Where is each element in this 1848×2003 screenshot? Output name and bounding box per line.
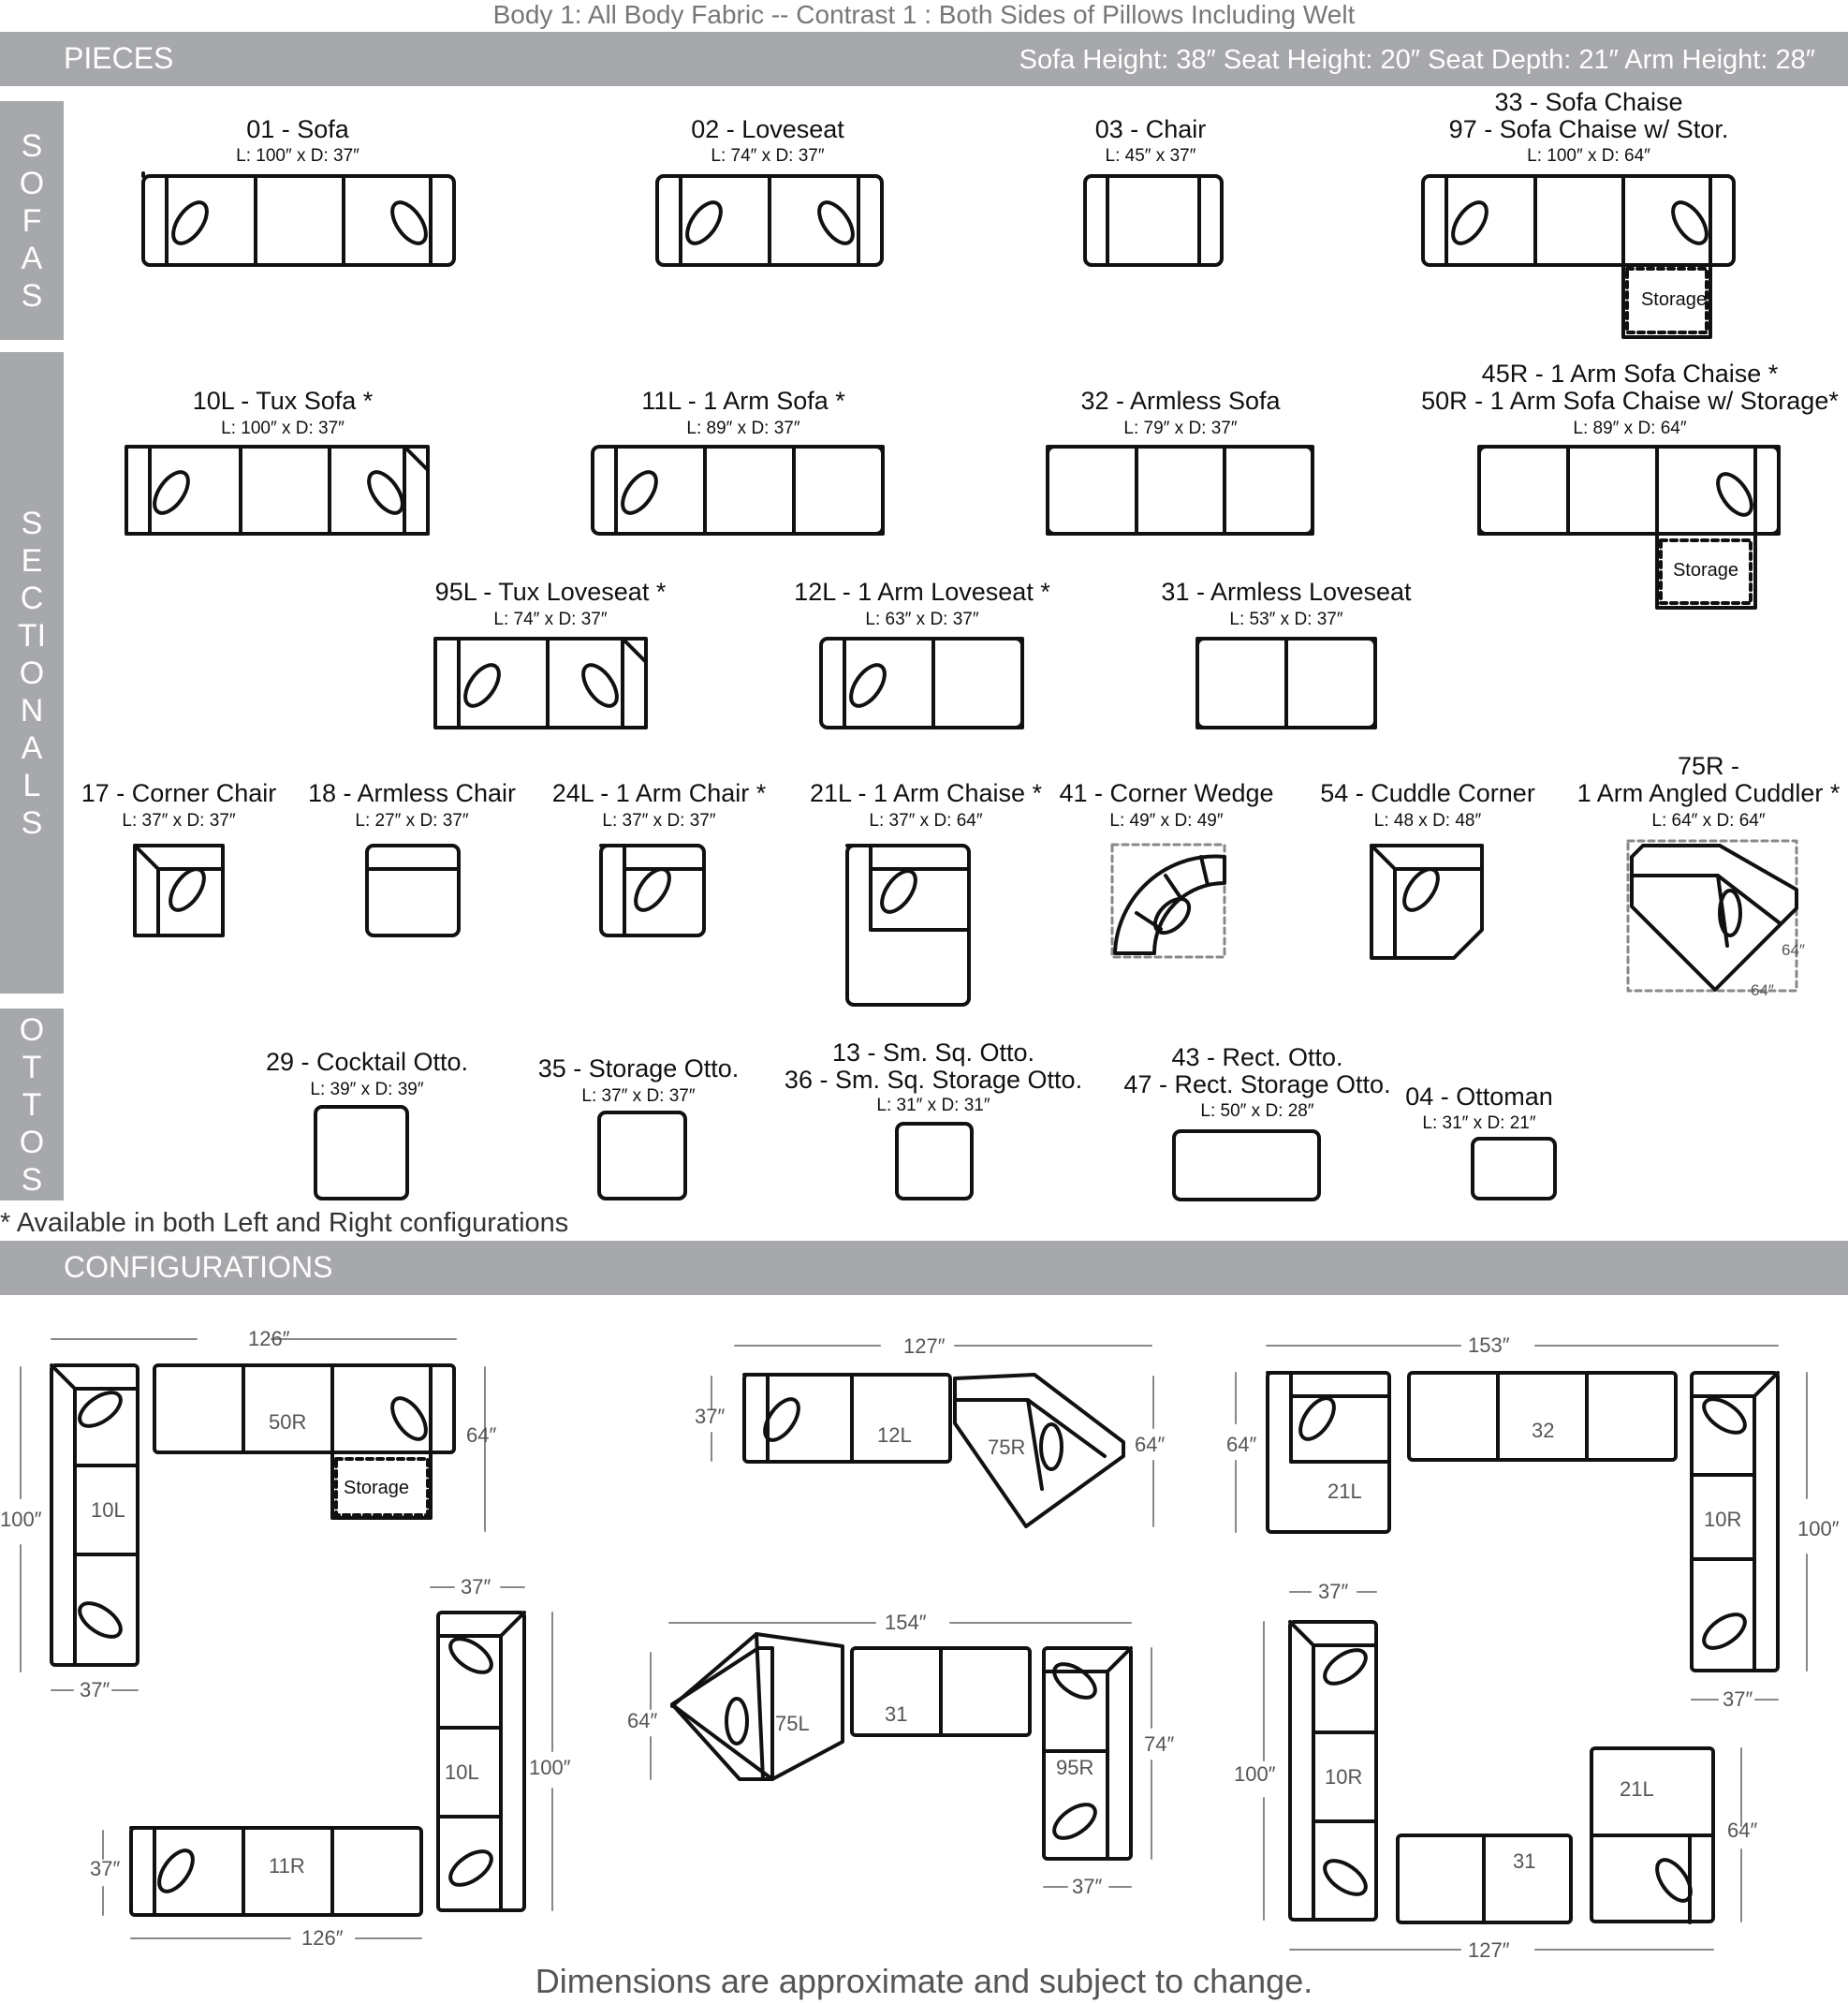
diagram-10L-tux-sofa (126, 447, 428, 534)
piece-75R-dims: L: 64″ x D: 64″ (1651, 811, 1766, 831)
piece-43-dims: L: 50″ x D: 28″ (1200, 1101, 1314, 1121)
piece-95L-name: 95L - Tux Loveseat * (434, 578, 667, 606)
piece-32-dims: L: 79″ x D: 37″ (1123, 419, 1238, 438)
config-3-bottom-dim: 37″ (1723, 1687, 1753, 1711)
diagram-02-loveseat (657, 176, 882, 265)
piece-13-name-2: 36 - Sm. Sq. Storage Otto. (784, 1066, 1083, 1094)
piece-35-name: 35 - Storage Otto. (537, 1054, 740, 1083)
diagram-13-sm-sq-otto (897, 1124, 972, 1199)
piece-10L-name: 10L - Tux Sofa * (192, 387, 374, 415)
config-3-left-dim: 64″ (1226, 1433, 1257, 1456)
piece-54-dims: L: 48 x D: 48″ (1373, 811, 1482, 831)
config-1-top-dim: 126″ (248, 1327, 290, 1350)
config-5-top-dim: 154″ (885, 1611, 927, 1634)
diagram-32-armless-sofa (1048, 447, 1313, 534)
piece-45R-name-1: 45R - 1 Arm Sofa Chaise * (1481, 360, 1779, 388)
config-4-label-10L: 10L (445, 1760, 479, 1784)
piece-12L-dims: L: 63″ x D: 37″ (865, 610, 979, 629)
diagram-11L-1-arm-sofa (593, 447, 883, 534)
piece-21L-dims: L: 37″ x D: 64″ (869, 811, 983, 831)
diagram-18-armless-chair (367, 846, 459, 935)
config-4-left-dim: 37″ (90, 1857, 121, 1880)
piece-11L-dims: L: 89″ x D: 37″ (686, 419, 800, 438)
piece-75R-name-2: 1 Arm Angled Cuddler * (1577, 779, 1841, 807)
config-1-left-dim: 100″ (0, 1508, 42, 1531)
diagram-54-cuddle-corner (1371, 846, 1482, 958)
diagram-35-storage-otto (599, 1112, 685, 1199)
piece-02-name: 02 - Loveseat (691, 115, 844, 143)
config-1-storage-text: Storage (344, 1478, 410, 1498)
diagram-43-rect-otto (1174, 1131, 1319, 1200)
diagram-04-ottoman (1473, 1139, 1555, 1199)
header-note: Body 1: All Body Fabric -- Contrast 1 : Both Sides of Pillows Including Welt (492, 0, 1356, 29)
piece-29-dims: L: 39″ x D: 39″ (310, 1080, 424, 1099)
piece-54-name: 54 - Cuddle Corner (1320, 779, 1535, 807)
config-5-label-31: 31 (885, 1702, 908, 1726)
config-6-label-10R: 10R (1325, 1765, 1363, 1789)
piece-11L-name: 11L - 1 Arm Sofa * (641, 387, 845, 415)
diagram-03-chair (1085, 176, 1222, 265)
piece-17-name: 17 - Corner Chair (81, 779, 277, 807)
piece-01-dims: L: 100″ x D: 37″ (236, 146, 359, 166)
diagram-31-armless-loveseat (1197, 639, 1375, 728)
config-1-label-10L: 10L (91, 1498, 125, 1522)
availability-footnote: * Available in both Left and Right configurations (0, 1208, 569, 1238)
diagram-95L-tux-loveseat (435, 639, 646, 728)
piece-41-dims: L: 49″ x D: 49″ (1109, 811, 1224, 831)
piece-31-name: 31 - Armless Loveseat (1161, 578, 1412, 606)
piece-33-dims: L: 100″ x D: 64″ (1527, 146, 1650, 166)
config-2-left-dim: 37″ (695, 1405, 726, 1428)
config-4-label-11R: 11R (269, 1854, 305, 1878)
configurations-band-title: CONFIGURATIONS (64, 1250, 333, 1284)
piece-43-name-2: 47 - Rect. Storage Otto. (1123, 1070, 1391, 1098)
config-2-label-12L: 12L (877, 1423, 912, 1447)
diagram-33-storage-text: Storage (1640, 289, 1708, 310)
piece-21L-name: 21L - 1 Arm Chaise * (809, 779, 1043, 807)
piece-18-name: 18 - Armless Chair (307, 779, 517, 807)
config-6-label-21L: 21L (1620, 1777, 1654, 1801)
piece-45R-name-2: 50R - 1 Arm Sofa Chaise w/ Storage* (1421, 387, 1839, 415)
config-2-top-dim: 127″ (903, 1334, 946, 1358)
disclaimer: Dimensions are approximate and subject to change. (535, 1962, 1313, 2000)
sidebar-sofas-label: SOFAS (19, 127, 45, 314)
sidebar-ottos-label: OTTOS (19, 1011, 45, 1198)
config-4-bottom-dim: 126″ (301, 1926, 344, 1950)
diagram-12L-1-arm-loveseat (821, 639, 1022, 728)
pieces-band-specs: Sofa Height: 38″ Seat Height: 20″ Seat Depth: 21″ Arm Height: 28″ (1019, 45, 1815, 75)
piece-33-name-1: 33 - Sofa Chaise (1494, 88, 1683, 116)
piece-02-dims: L: 74″ x D: 37″ (711, 146, 825, 166)
piece-75R-name-1: 75R - (1677, 752, 1740, 780)
config-4-right-dim: 100″ (529, 1756, 571, 1779)
diagram-33-sofa-chaise (1423, 176, 1734, 337)
piece-32-name: 32 - Armless Sofa (1080, 387, 1281, 415)
piece-10L-dims: L: 100″ x D: 37″ (221, 419, 345, 438)
configuration-3 (1268, 1373, 1778, 1671)
piece-43-name-1: 43 - Rect. Otto. (1171, 1043, 1343, 1071)
sidebar-sectionals-label: SECTIONALS (17, 505, 47, 841)
diagram-75R-side-2: 64″ (1751, 981, 1774, 999)
config-3-label-10R: 10R (1704, 1508, 1742, 1531)
piece-01-name: 01 - Sofa (246, 115, 349, 143)
piece-04-name: 04 - Ottoman (1405, 1083, 1553, 1111)
config-6-bottom-dim: 127″ (1468, 1938, 1510, 1962)
config-6-right-dim: 64″ (1727, 1819, 1758, 1842)
diagram-45R-1-arm-sofa-chaise (1479, 447, 1779, 608)
config-5-right-dim: 74″ (1144, 1732, 1175, 1756)
diagram-29-cocktail-otto (315, 1107, 407, 1199)
config-5-bottom-dim: 37″ (1072, 1875, 1103, 1898)
config-4-top-dim: 37″ (461, 1575, 491, 1598)
configuration-2 (744, 1375, 1123, 1526)
config-1-bottom-dim: 37″ (80, 1678, 110, 1701)
config-6-left-dim: 100″ (1234, 1762, 1276, 1786)
configuration-5 (672, 1634, 1131, 1859)
config-5-label-95R: 95R (1056, 1756, 1094, 1779)
config-2-right-dim: 64″ (1135, 1433, 1166, 1456)
piece-12L-name: 12L - 1 Arm Loveseat * (794, 578, 1050, 606)
diagram-01-sofa (143, 173, 454, 265)
piece-24L-dims: L: 37″ x D: 37″ (602, 811, 716, 831)
config-5-label-75L: 75L (775, 1712, 810, 1735)
config-3-label-21L: 21L (1327, 1480, 1362, 1503)
config-3-right-dim: 100″ (1797, 1517, 1840, 1540)
diagram-41-corner-wedge (1112, 845, 1225, 957)
piece-33-name-2: 97 - Sofa Chaise w/ Stor. (1448, 115, 1729, 143)
config-5-left-dim: 64″ (627, 1709, 658, 1732)
config-3-label-32: 32 (1532, 1419, 1555, 1442)
piece-35-dims: L: 37″ x D: 37″ (581, 1086, 696, 1106)
diagram-24L-1-arm-chair (601, 846, 704, 935)
config-6-label-31: 31 (1513, 1849, 1536, 1873)
config-6-top-dim: 37″ (1318, 1580, 1349, 1603)
diagram-45R-storage-text: Storage (1672, 560, 1739, 581)
diagram-21L-1-arm-chaise (847, 846, 969, 1005)
config-2-label-75R: 75R (988, 1436, 1026, 1459)
diagram-75R-angled-cuddler (1628, 841, 1805, 999)
piece-13-dims: L: 31″ x D: 31″ (876, 1096, 990, 1115)
diagram-17-corner-chair (135, 846, 223, 935)
piece-13-name-1: 13 - Sm. Sq. Otto. (831, 1038, 1035, 1067)
config-1-right-dim: 64″ (466, 1423, 497, 1447)
piece-24L-name: 24L - 1 Arm Chair * (551, 779, 767, 807)
piece-04-dims: L: 31″ x D: 21″ (1422, 1113, 1536, 1133)
config-1-label-50R: 50R (269, 1410, 307, 1434)
diagram-75R-side-1: 64″ (1782, 941, 1805, 959)
piece-29-name: 29 - Cocktail Otto. (265, 1048, 469, 1076)
piece-03-dims: L: 45″ x 37″ (1105, 146, 1196, 166)
piece-17-dims: L: 37″ x D: 37″ (122, 811, 236, 831)
piece-03-name: 03 - Chair (1094, 115, 1207, 143)
pieces-band-title: PIECES (64, 41, 174, 75)
piece-41-name: 41 - Corner Wedge (1059, 779, 1274, 807)
piece-31-dims: L: 53″ x D: 37″ (1229, 610, 1343, 629)
piece-18-dims: L: 27″ x D: 37″ (355, 811, 469, 831)
piece-95L-dims: L: 74″ x D: 37″ (493, 610, 608, 629)
config-3-top-dim: 153″ (1468, 1333, 1510, 1357)
piece-45R-dims: L: 89″ x D: 64″ (1573, 419, 1687, 438)
